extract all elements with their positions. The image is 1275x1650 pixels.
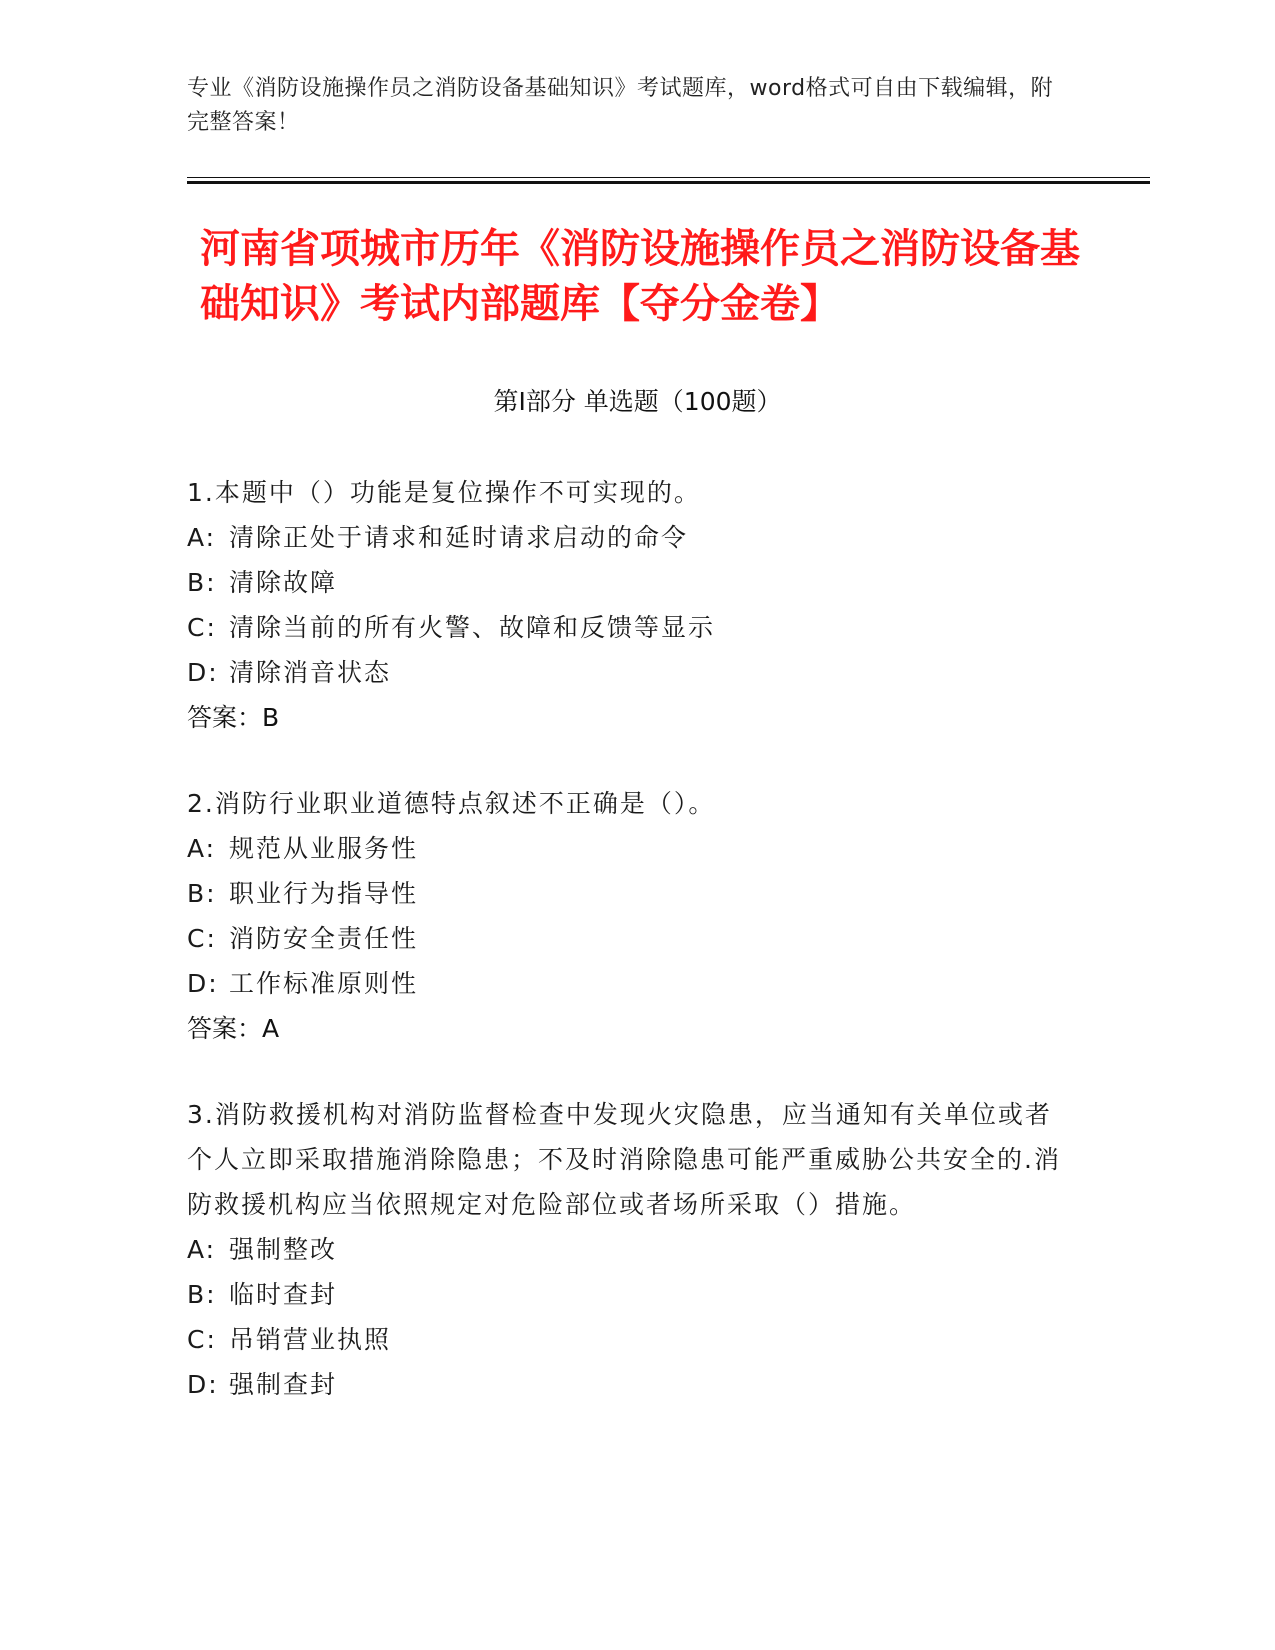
option-text: 强制查封 [229, 1370, 338, 1399]
section-title: 第I部分 单选题（100题） [493, 387, 782, 416]
option-key: A: [187, 834, 217, 863]
option-b [187, 1272, 1067, 1317]
option-key: C: [187, 613, 217, 642]
answer: 答案：A [187, 1014, 280, 1043]
option-key: B: [187, 1280, 217, 1309]
option-d [187, 961, 1067, 1006]
option-key: D: [187, 1370, 219, 1399]
option-text: 清除当前的所有火警、故障和反馈等显示 [229, 613, 716, 642]
option-text: 工作标准原则性 [229, 969, 419, 998]
option-d [187, 1362, 1067, 1407]
answer: 答案：B [187, 703, 280, 732]
option-d [187, 650, 1067, 695]
option-key: D: [187, 969, 219, 998]
option-text: 清除故障 [229, 568, 338, 597]
question-stem: 2.消防行业职业道德特点叙述不正确是（）。 [187, 789, 716, 818]
option-a [187, 515, 1067, 560]
question-1 [187, 470, 1067, 740]
option-c [187, 916, 1067, 961]
question-3 [187, 1092, 1067, 1407]
option-a [187, 1227, 1067, 1272]
option-c [187, 605, 1067, 650]
question-stem: 1.本题中（）功能是复位操作不可实现的。 [187, 478, 701, 507]
header-divider-thin [187, 177, 1150, 178]
option-text: 清除正处于请求和延时请求启动的命令 [229, 523, 689, 552]
question-2 [187, 781, 1067, 1051]
option-text: 清除消音状态 [229, 658, 392, 687]
option-text: 消防安全责任性 [229, 924, 419, 953]
header-divider-thick [187, 181, 1150, 184]
option-key: B: [187, 568, 217, 597]
option-key: B: [187, 879, 217, 908]
option-key: D: [187, 658, 219, 687]
option-b [187, 871, 1067, 916]
option-text: 规范从业服务性 [229, 834, 419, 863]
option-b [187, 560, 1067, 605]
document-title: 河南省项城市历年《消防设施操作员之消防设备基础知识》考试内部题库【夺分金卷】 [200, 226, 1080, 327]
option-key: C: [187, 924, 217, 953]
option-key: A: [187, 1235, 217, 1264]
option-key: A: [187, 523, 217, 552]
header-note: 专业《消防设施操作员之消防设备基础知识》考试题库，word格式可自由下载编辑，附完整答案！ [187, 76, 1054, 135]
option-a [187, 826, 1067, 871]
option-text: 临时查封 [229, 1280, 338, 1309]
question-list [187, 470, 1067, 1448]
option-text: 职业行为指导性 [229, 879, 419, 908]
option-key: C: [187, 1325, 217, 1354]
question-stem: 3.消防救援机构对消防监督检查中发现火灾隐患，应当通知有关单位或者个人立即采取措施消除隐患；不及时消除隐患可能严重威胁公共安全的.消防救援机构应当依照规定对危险部位或者场所采取（）措施。 [187, 1100, 1061, 1219]
option-c [187, 1317, 1067, 1362]
option-text: 吊销营业执照 [229, 1325, 392, 1354]
option-text: 强制整改 [229, 1235, 338, 1264]
